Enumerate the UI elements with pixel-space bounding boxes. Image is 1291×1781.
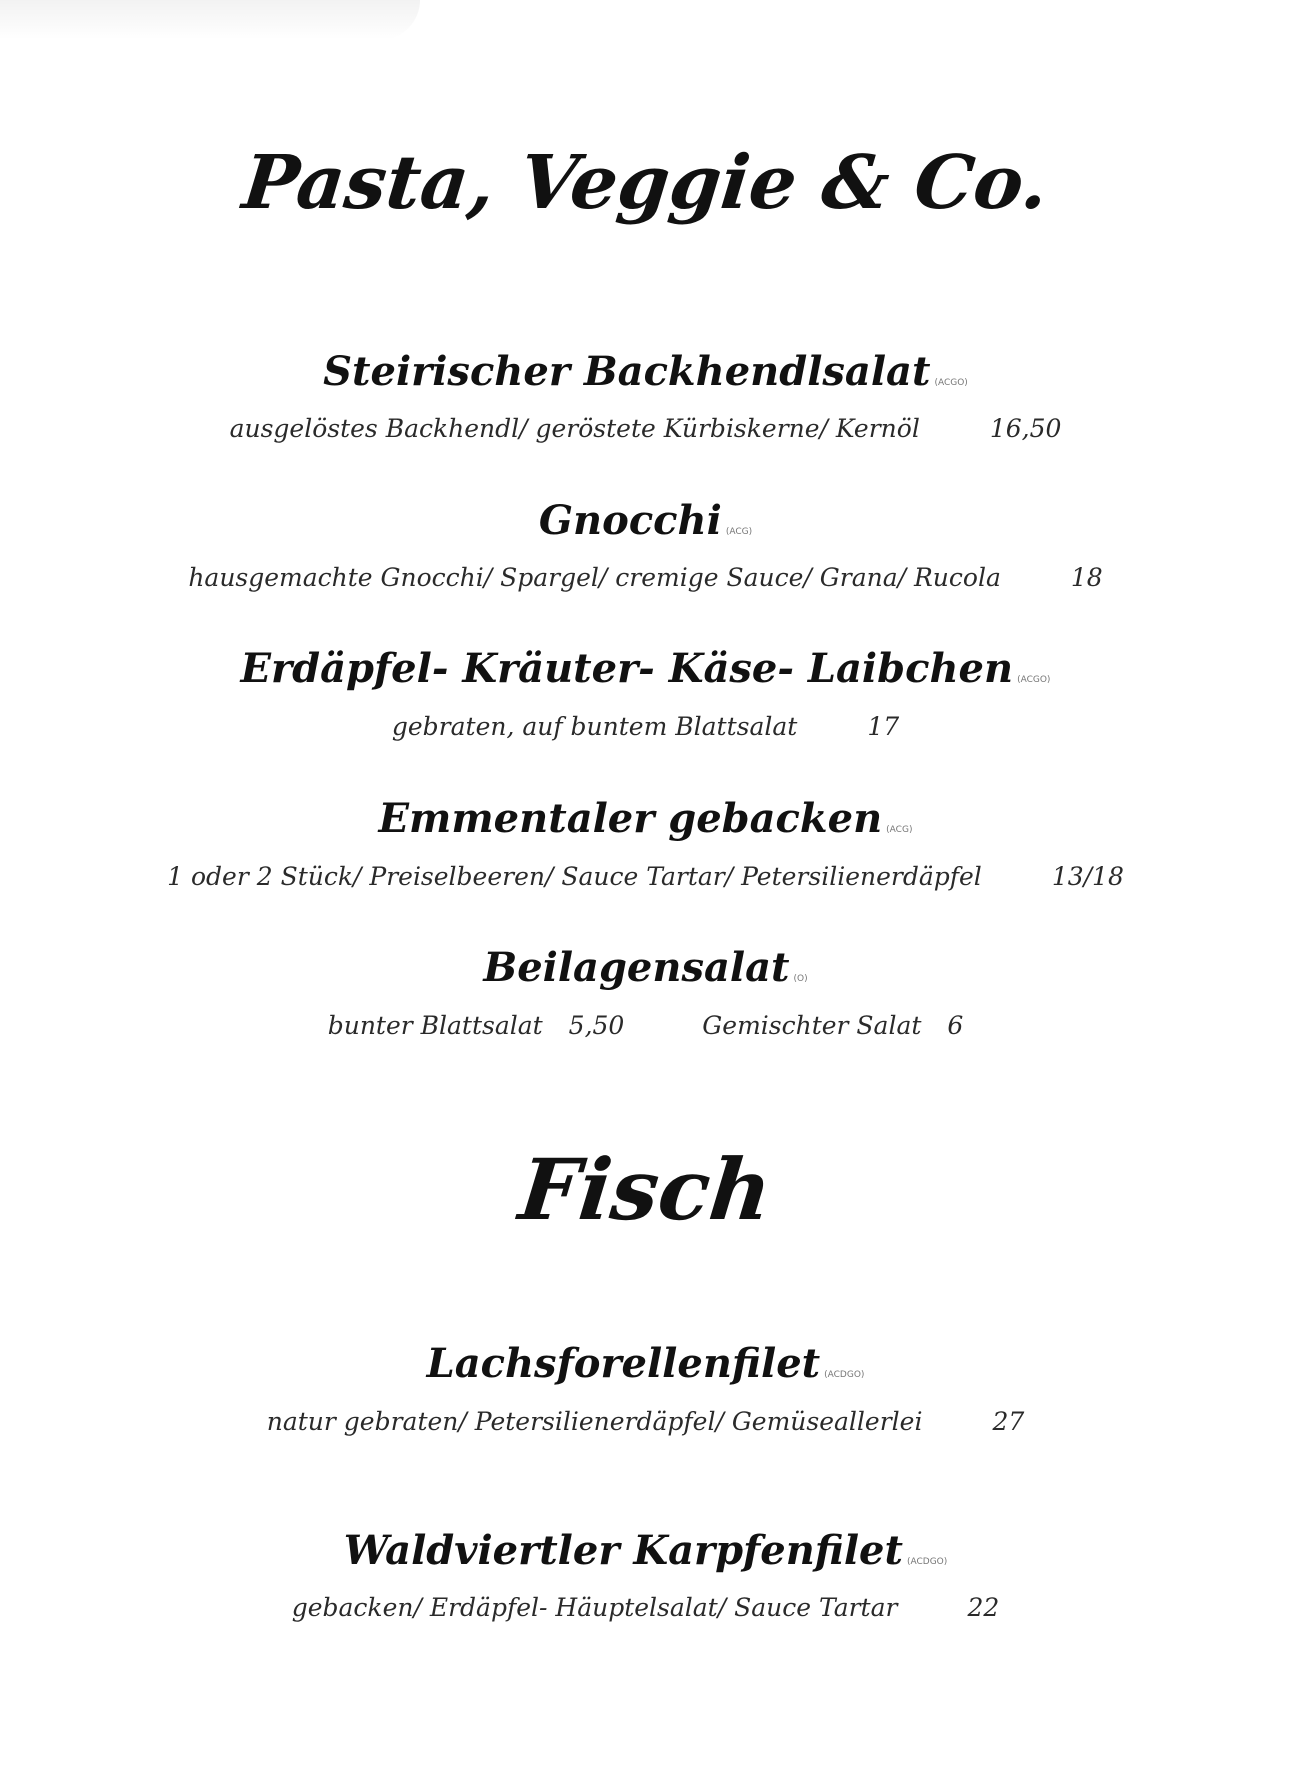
allergen-codes: (ACG) (886, 825, 913, 835)
item-name-text: Waldviertler Karpfenfilet (343, 1527, 903, 1574)
option-price: 6 (947, 1011, 964, 1040)
item-name-text: Erdäpfel- Kräuter- Käse- Laibchen (240, 645, 1014, 692)
item-price: 13/18 (1051, 862, 1124, 891)
item-price: 27 (992, 1407, 1025, 1436)
allergen-codes: (ACDGO) (906, 1557, 948, 1567)
item-price: 18 (1070, 563, 1103, 592)
menu-item-options (0, 1011, 1291, 1040)
menu-item-name (0, 795, 1291, 842)
item-price: 17 (867, 712, 900, 741)
menu-item-description (0, 1593, 1291, 1622)
menu-item-name (0, 497, 1291, 544)
option-label: bunter Blattsalat (327, 1011, 543, 1040)
menu-item-description (0, 862, 1291, 891)
item-description-text: ausgelöstes Backhendl/ geröstete Kürbiskerne/ Kernöl (229, 414, 920, 443)
page-shadow (0, 0, 420, 40)
item-price: 22 (967, 1593, 1000, 1622)
section-title-pasta: Pasta, Veggie & Co. (238, 140, 1053, 226)
menu-item-name (0, 944, 1291, 991)
item-description-text: gebacken/ Erdäpfel- Häuptelsalat/ Sauce Tartar (291, 1593, 898, 1622)
section-title-fisch: Fisch (514, 1140, 777, 1239)
menu-item-description (0, 414, 1291, 443)
allergen-codes: (O) (793, 974, 808, 984)
menu-item-name (0, 1340, 1291, 1387)
menu-item-name (0, 348, 1291, 395)
menu-item-name (0, 1527, 1291, 1574)
option-price: 5,50 (568, 1011, 625, 1040)
menu-item-name (0, 645, 1291, 692)
item-name-text: Emmentaler gebacken (378, 795, 883, 842)
item-description-text: 1 oder 2 Stück/ Preiselbeeren/ Sauce Tartar/ Petersilienerdäpfel (167, 862, 982, 891)
menu-item-description (0, 1407, 1291, 1436)
item-name-text: Beilagensalat (483, 944, 790, 991)
allergen-codes: (ACDGO) (824, 1370, 865, 1380)
allergen-codes: (ACG) (725, 527, 753, 537)
item-description-text: gebraten, auf buntem Blattsalat (391, 712, 798, 741)
item-name-text: Steirischer Backhendlsalat (323, 348, 931, 395)
item-name-text: Lachsforellenfilet (426, 1340, 821, 1387)
allergen-codes: (ACGO) (1017, 675, 1051, 685)
item-name-text: Gnocchi (538, 497, 722, 544)
menu-item-description (0, 563, 1291, 592)
item-price: 16,50 (989, 414, 1062, 443)
menu-item-description (0, 712, 1291, 741)
allergen-codes: (ACGO) (934, 378, 968, 388)
item-description-text: natur gebraten/ Petersilienerdäpfel/ Gemüseallerlei (266, 1407, 923, 1436)
item-description-text: hausgemachte Gnocchi/ Spargel/ cremige Sauce/ Grana/ Rucola (188, 563, 1001, 592)
option-label: Gemischter Salat (702, 1011, 922, 1040)
